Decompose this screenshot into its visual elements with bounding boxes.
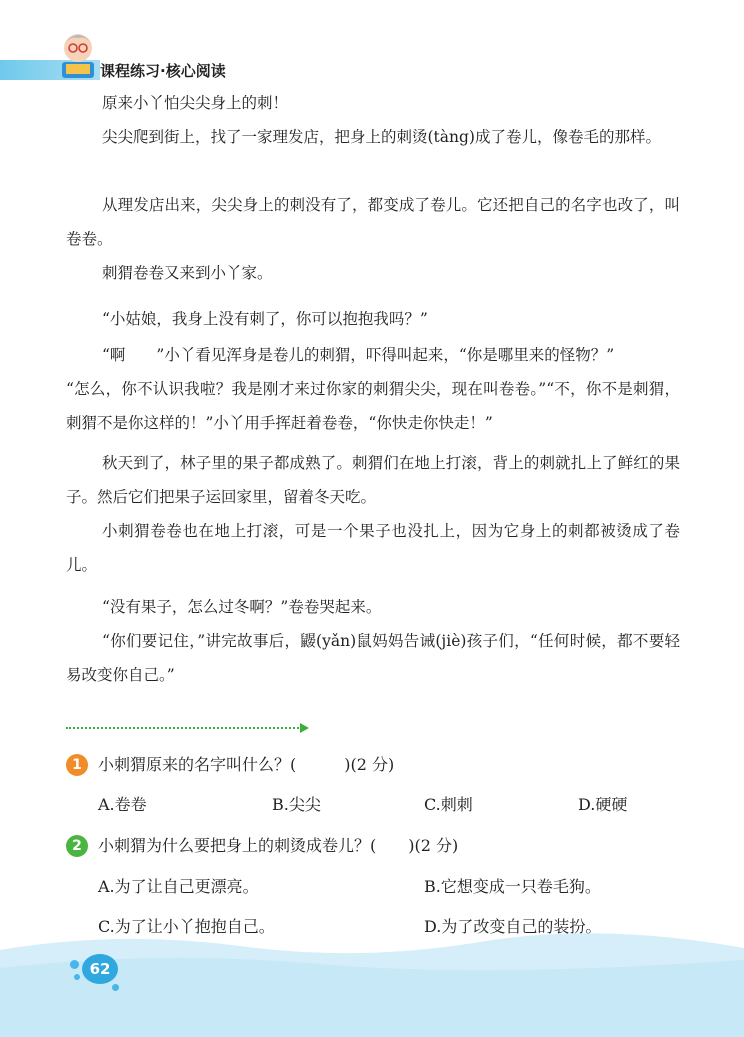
answer-option[interactable]: A.卷卷 xyxy=(98,795,147,814)
story-paragraph: “小姑娘，我身上没有刺了，你可以抱抱我吗？” xyxy=(102,310,428,328)
footer-dot xyxy=(74,974,80,980)
page-number: 62 xyxy=(82,954,118,984)
story-paragraph: “没有果子，怎么过冬啊？”卷卷哭起来。 xyxy=(102,598,382,616)
question-text: 小刺猬原来的名字叫什么？( )(2 分) xyxy=(98,755,395,774)
divider-arrow-icon xyxy=(300,723,309,733)
answer-option[interactable]: B.它想变成一只卷毛狗。 xyxy=(424,877,601,896)
mascot-reading-icon xyxy=(56,30,100,82)
story-paragraph: “啊 ”小丫看见浑身是卷儿的刺猬，吓得叫起来，“你是哪里来的怪物？” xyxy=(102,346,615,364)
question-text: 小刺猬为什么要把身上的刺烫成卷儿？( )(2 分) xyxy=(98,836,459,855)
footer-dot xyxy=(112,984,119,991)
answer-option[interactable]: B.尖尖 xyxy=(272,795,321,814)
story-paragraph: 原来小丫怕尖尖身上的刺！ xyxy=(102,94,289,112)
answer-option[interactable]: D.为了改变自己的装扮。 xyxy=(424,917,602,936)
footer-dot xyxy=(70,960,79,969)
question-number-badge: 1 xyxy=(66,754,88,776)
answer-option[interactable]: C.为了让小丫抱抱自己。 xyxy=(98,917,275,936)
story-paragraph: 小刺猬卷卷也在地上打滚，可是一个果子也没扎上，因为它身上的刺都被烫成了卷儿。 xyxy=(66,522,680,574)
answer-option[interactable]: A.为了让自己更漂亮。 xyxy=(98,877,259,896)
story-paragraph: 尖尖爬到街上，找了一家理发店，把身上的刺烫(tàng)成了卷儿，像卷毛的那样。 xyxy=(102,128,661,146)
story-paragraph: “你们要记住，”讲完故事后，鼹(yǎn)鼠妈妈告诫(jiè)孩子们，“任何时候，都不要轻易改变你自己。” xyxy=(66,632,680,684)
page-header-title: 课程练习·核心阅读 xyxy=(100,62,226,80)
question-number-badge: 2 xyxy=(66,835,88,857)
section-divider xyxy=(66,727,302,729)
answer-option[interactable]: C.刺刺 xyxy=(424,795,473,814)
answer-option[interactable]: D.硬硬 xyxy=(578,795,628,814)
story-paragraph: 秋天到了，林子里的果子都成熟了。刺猬们在地上打滚，背上的刺就扎上了鲜红的果子。然后它们把果子运回家里，留着冬天吃。 xyxy=(66,454,680,506)
story-paragraph: 刺猬卷卷又来到小丫家。 xyxy=(102,264,273,282)
story-paragraph: “怎么，你不认识我啦？我是刚才来过你家的刺猬尖尖，现在叫卷卷。”“不，你不是刺猬，刺猬不是你这样的！”小丫用手挥赶着卷卷，“你快走你快走！” xyxy=(66,380,680,432)
story-paragraph: 从理发店出来，尖尖身上的刺没有了，都变成了卷儿。它还把自己的名字也改了，叫卷卷。 xyxy=(66,196,680,248)
